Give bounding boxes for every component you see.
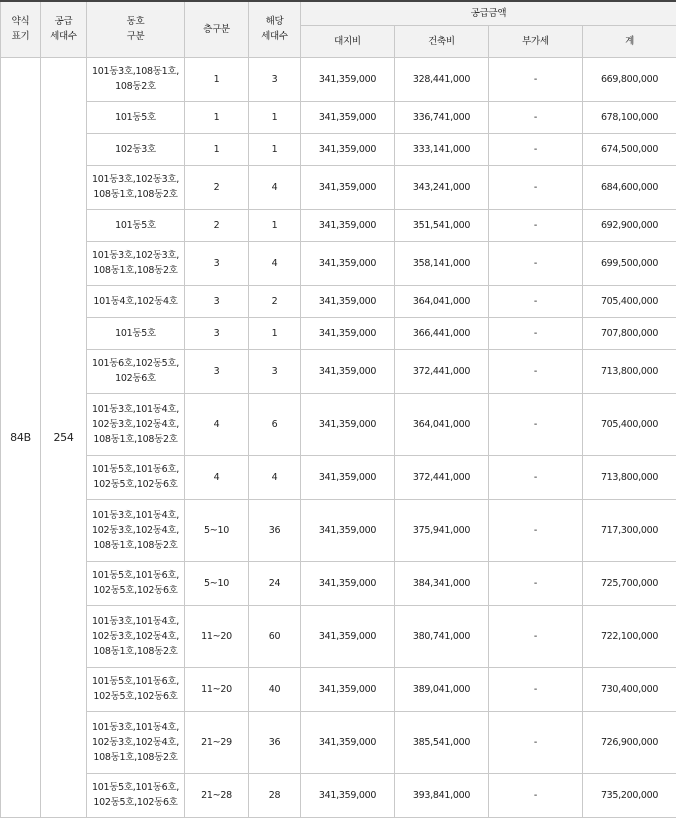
header-amount-group: 공급금액 (301, 1, 676, 25)
building-cost-cell: 364,041,000 (395, 393, 489, 455)
units-cell: 101동4호,102동4호 (87, 285, 185, 317)
table-row (1, 605, 676, 667)
units-cell: 101동3호,101동4호, 102동3호,102동4호, 108동1호,108동2호 (87, 499, 185, 561)
vat-cell: - (489, 393, 583, 455)
floor-cell: 11~20 (185, 667, 249, 711)
land-cost-cell: 341,359,000 (301, 561, 395, 605)
units-cell: 101동3호,108동1호, 108동2호 (87, 57, 185, 101)
building-cost-cell: 385,541,000 (395, 711, 489, 773)
units-cell: 102동3호 (87, 133, 185, 165)
total-cell: 713,800,000 (583, 349, 676, 393)
count-cell: 1 (249, 317, 301, 349)
building-cost-cell: 384,341,000 (395, 561, 489, 605)
count-cell: 1 (249, 133, 301, 165)
header-land: 대지비 (301, 25, 395, 57)
building-cost-cell: 366,441,000 (395, 317, 489, 349)
table-row (1, 241, 676, 285)
vat-cell: - (489, 285, 583, 317)
units-cell: 101동5호 (87, 101, 185, 133)
table-row (1, 773, 676, 817)
building-cost-cell: 336,741,000 (395, 101, 489, 133)
floor-cell: 2 (185, 209, 249, 241)
count-cell: 3 (249, 57, 301, 101)
table-row (1, 499, 676, 561)
vat-cell: - (489, 667, 583, 711)
land-cost-cell: 341,359,000 (301, 499, 395, 561)
units-cell: 101동5호 (87, 209, 185, 241)
supply-households-cell: 254 (41, 57, 87, 817)
units-cell: 101동3호,101동4호, 102동3호,102동4호, 108동1호,108동2호 (87, 605, 185, 667)
vat-cell: - (489, 499, 583, 561)
floor-cell: 21~29 (185, 711, 249, 773)
land-cost-cell: 341,359,000 (301, 101, 395, 133)
floor-cell: 11~20 (185, 605, 249, 667)
table-row (1, 667, 676, 711)
land-cost-cell: 341,359,000 (301, 57, 395, 101)
building-cost-cell: 358,141,000 (395, 241, 489, 285)
vat-cell: - (489, 317, 583, 349)
table-row (1, 317, 676, 349)
units-cell: 101동5호,101동6호, 102동5호,102동6호 (87, 561, 185, 605)
land-cost-cell: 341,359,000 (301, 667, 395, 711)
units-cell: 101동3호,101동4호, 102동3호,102동4호, 108동1호,108동2호 (87, 711, 185, 773)
count-cell: 4 (249, 455, 301, 499)
building-cost-cell: 375,941,000 (395, 499, 489, 561)
units-cell: 101동5호,101동6호, 102동5호,102동6호 (87, 773, 185, 817)
total-cell: 722,100,000 (583, 605, 676, 667)
units-cell: 101동6호,102동5호, 102동6호 (87, 349, 185, 393)
land-cost-cell: 341,359,000 (301, 393, 395, 455)
table-row (1, 101, 676, 133)
count-cell: 60 (249, 605, 301, 667)
header-vat: 부가세 (489, 25, 583, 57)
land-cost-cell: 341,359,000 (301, 165, 395, 209)
count-cell: 4 (249, 165, 301, 209)
table-row (1, 561, 676, 605)
total-cell: 726,900,000 (583, 711, 676, 773)
floor-cell: 3 (185, 285, 249, 317)
land-cost-cell: 341,359,000 (301, 133, 395, 165)
land-cost-cell: 341,359,000 (301, 285, 395, 317)
building-cost-cell: 364,041,000 (395, 285, 489, 317)
floor-cell: 21~28 (185, 773, 249, 817)
building-cost-cell: 328,441,000 (395, 57, 489, 101)
count-cell: 6 (249, 393, 301, 455)
floor-cell: 3 (185, 241, 249, 285)
table-row (1, 349, 676, 393)
vat-cell: - (489, 209, 583, 241)
total-cell: 705,400,000 (583, 285, 676, 317)
vat-cell: - (489, 561, 583, 605)
building-cost-cell: 372,441,000 (395, 455, 489, 499)
land-cost-cell: 341,359,000 (301, 605, 395, 667)
land-cost-cell: 341,359,000 (301, 711, 395, 773)
floor-cell: 2 (185, 165, 249, 209)
total-cell: 692,900,000 (583, 209, 676, 241)
building-cost-cell: 333,141,000 (395, 133, 489, 165)
units-cell: 101동3호,102동3호, 108동1호,108동2호 (87, 241, 185, 285)
count-cell: 40 (249, 667, 301, 711)
building-cost-cell: 343,241,000 (395, 165, 489, 209)
total-cell: 725,700,000 (583, 561, 676, 605)
total-cell: 713,800,000 (583, 455, 676, 499)
table-row (1, 57, 676, 101)
table-row (1, 393, 676, 455)
floor-cell: 5~10 (185, 499, 249, 561)
floor-cell: 3 (185, 349, 249, 393)
header-supply-households: 공급 세대수 (41, 1, 87, 57)
header-count: 해당 세대수 (249, 1, 301, 57)
total-cell: 717,300,000 (583, 499, 676, 561)
vat-cell: - (489, 241, 583, 285)
building-cost-cell: 351,541,000 (395, 209, 489, 241)
table-row (1, 455, 676, 499)
table-row (1, 165, 676, 209)
building-cost-cell: 393,841,000 (395, 773, 489, 817)
table-header (1, 1, 676, 57)
total-cell: 707,800,000 (583, 317, 676, 349)
vat-cell: - (489, 165, 583, 209)
table-row (1, 711, 676, 773)
vat-cell: - (489, 101, 583, 133)
floor-cell: 1 (185, 133, 249, 165)
units-cell: 101동5호 (87, 317, 185, 349)
count-cell: 3 (249, 349, 301, 393)
total-cell: 705,400,000 (583, 393, 676, 455)
vat-cell: - (489, 605, 583, 667)
floor-cell: 1 (185, 101, 249, 133)
vat-cell: - (489, 773, 583, 817)
count-cell: 36 (249, 499, 301, 561)
table-row (1, 133, 676, 165)
building-cost-cell: 372,441,000 (395, 349, 489, 393)
land-cost-cell: 341,359,000 (301, 241, 395, 285)
units-cell: 101동5호,101동6호, 102동5호,102동6호 (87, 667, 185, 711)
vat-cell: - (489, 455, 583, 499)
type-cell: 84B (1, 57, 41, 817)
header-total: 계 (583, 25, 676, 57)
total-cell: 735,200,000 (583, 773, 676, 817)
vat-cell: - (489, 57, 583, 101)
count-cell: 28 (249, 773, 301, 817)
total-cell: 699,500,000 (583, 241, 676, 285)
header-type: 약식 표기 (1, 1, 41, 57)
total-cell: 678,100,000 (583, 101, 676, 133)
total-cell: 669,800,000 (583, 57, 676, 101)
table-body (1, 57, 676, 817)
land-cost-cell: 341,359,000 (301, 773, 395, 817)
units-cell: 101동3호,101동4호, 102동3호,102동4호, 108동1호,108동2호 (87, 393, 185, 455)
table-row (1, 209, 676, 241)
header-building: 건축비 (395, 25, 489, 57)
count-cell: 2 (249, 285, 301, 317)
count-cell: 1 (249, 209, 301, 241)
total-cell: 730,400,000 (583, 667, 676, 711)
count-cell: 36 (249, 711, 301, 773)
units-cell: 101동5호,101동6호, 102동5호,102동6호 (87, 455, 185, 499)
vat-cell: - (489, 711, 583, 773)
header-floor: 층구분 (185, 1, 249, 57)
land-cost-cell: 341,359,000 (301, 209, 395, 241)
floor-cell: 1 (185, 57, 249, 101)
land-cost-cell: 341,359,000 (301, 317, 395, 349)
count-cell: 24 (249, 561, 301, 605)
table-row (1, 285, 676, 317)
count-cell: 4 (249, 241, 301, 285)
total-cell: 674,500,000 (583, 133, 676, 165)
vat-cell: - (489, 133, 583, 165)
header-unit: 동호 구분 (87, 1, 185, 57)
building-cost-cell: 380,741,000 (395, 605, 489, 667)
floor-cell: 4 (185, 393, 249, 455)
units-cell: 101동3호,102동3호, 108동1호,108동2호 (87, 165, 185, 209)
floor-cell: 5~10 (185, 561, 249, 605)
building-cost-cell: 389,041,000 (395, 667, 489, 711)
floor-cell: 3 (185, 317, 249, 349)
count-cell: 1 (249, 101, 301, 133)
floor-cell: 4 (185, 455, 249, 499)
vat-cell: - (489, 349, 583, 393)
land-cost-cell: 341,359,000 (301, 349, 395, 393)
land-cost-cell: 341,359,000 (301, 455, 395, 499)
total-cell: 684,600,000 (583, 165, 676, 209)
